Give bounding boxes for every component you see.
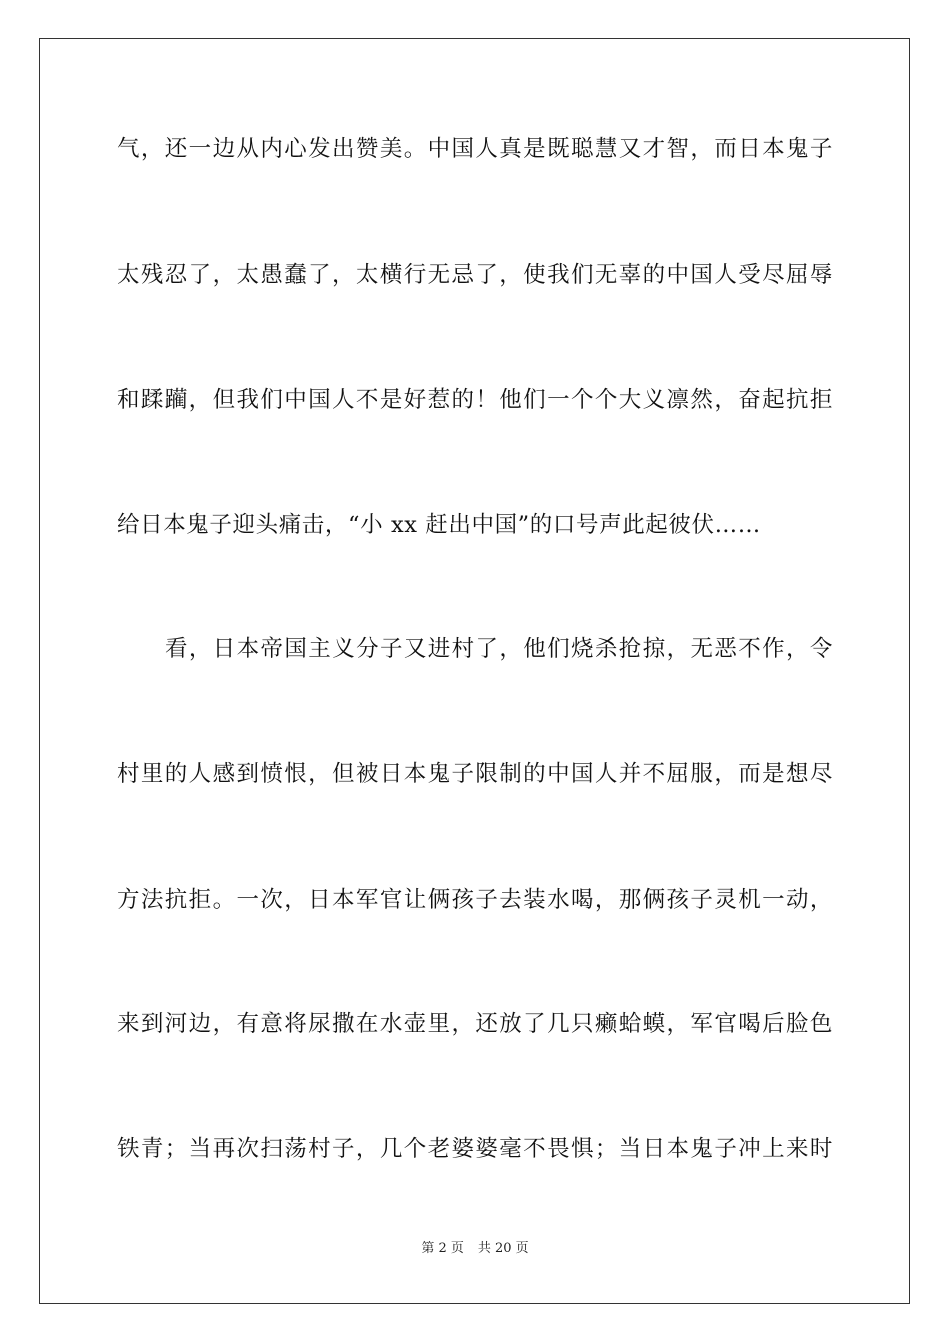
text-line-4: 给日本鬼子迎头痛击，“小 xx 赶出中国”的口号声此起彼伏…… xyxy=(117,512,761,538)
page-footer xyxy=(0,1240,950,1258)
page-number: 第 2 页 xyxy=(421,1241,464,1256)
text-line-7: 方法抗拒。一次，日本军官让俩孩子去装水喝，那俩孩子灵机一动， xyxy=(117,887,833,913)
text-line-1: 气，还一边从内心发出赞美。中国人真是既聪慧又才智，而日本鬼子 xyxy=(117,136,833,162)
text-line-2: 太残忍了，太愚蠢了，太横行无忌了，使我们无辜的中国人受尽屈辱 xyxy=(117,262,833,288)
page-total: 共 20 页 xyxy=(477,1241,529,1256)
text-line-5: 看，日本帝国主义分子又进村了，他们烧杀抢掠，无恶不作，令 xyxy=(165,636,833,662)
text-line-3: 和蹂躏，但我们中国人不是好惹的！他们一个个大义凛然，奋起抗拒 xyxy=(117,387,833,413)
text-line-6: 村里的人感到愤恨，但被日本鬼子限制的中国人并不屈服，而是想尽 xyxy=(117,761,833,787)
text-line-8: 来到河边，有意将尿撒在水壶里，还放了几只癞蛤蟆，军官喝后脸色 xyxy=(117,1011,833,1037)
text-line-9: 铁青；当再次扫荡村子，几个老婆婆毫不畏惧；当日本鬼子冲上来时 xyxy=(117,1136,833,1162)
page-border xyxy=(39,38,910,1304)
